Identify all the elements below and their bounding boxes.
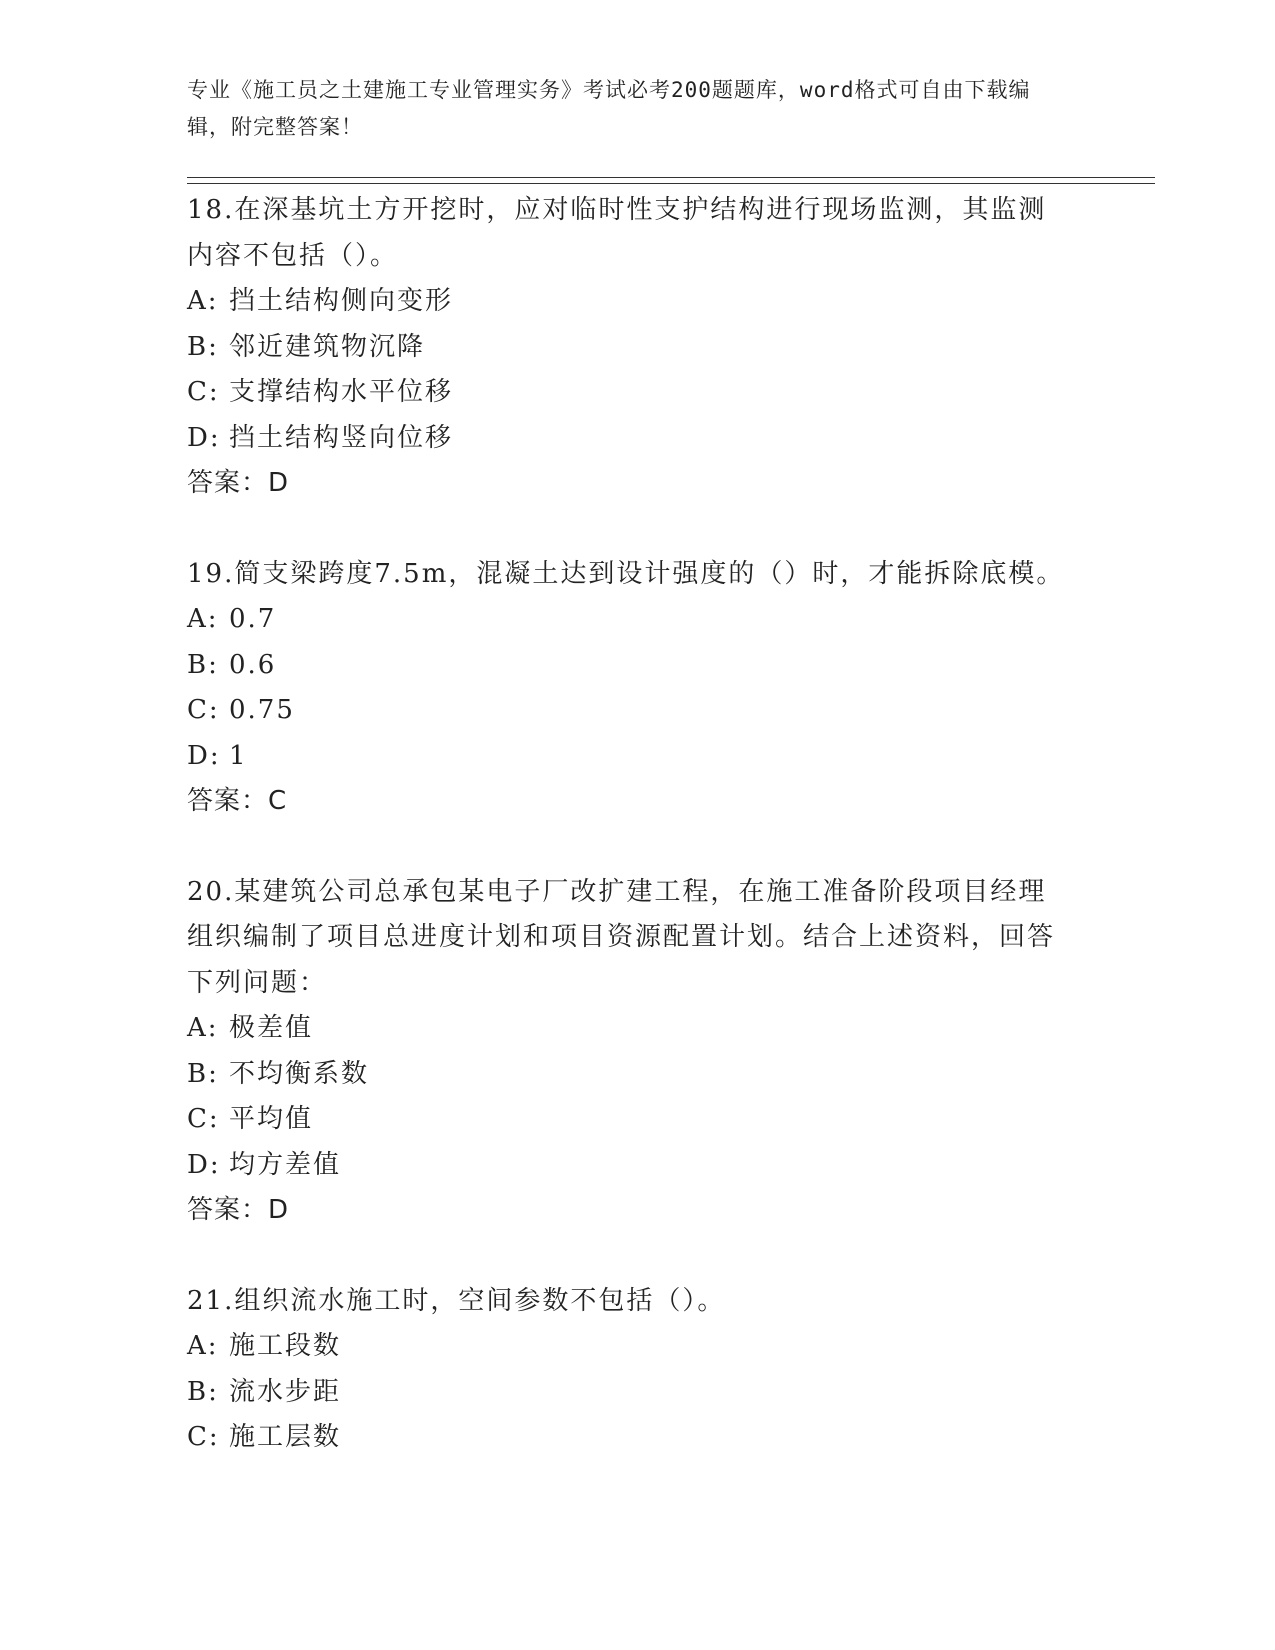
question-18 <box>187 188 1067 507</box>
option-b <box>187 643 1067 689</box>
option-text: 0.7 <box>229 604 277 634</box>
option-text: 0.75 <box>229 695 295 725</box>
option-text: 挡土结构侧向变形 <box>229 286 454 316</box>
option-label: B: <box>187 331 219 362</box>
option-a <box>187 279 1067 325</box>
option-b <box>187 325 1067 371</box>
option-d <box>187 1143 1067 1189</box>
option-text: 极差值 <box>229 1013 314 1043</box>
question-stem: 19.简支梁跨度7.5m，混凝土达到设计强度的（）时，才能拆除底模。 <box>187 558 1065 589</box>
option-b <box>187 1052 1067 1098</box>
option-label: A: <box>187 1013 219 1043</box>
option-a <box>187 1324 1067 1370</box>
option-text: 邻近建筑物沉降 <box>229 331 426 362</box>
question-stem: 21.组织流水施工时，空间参数不包括（）。 <box>187 1285 726 1316</box>
option-label: A: <box>187 286 219 316</box>
option-label: A: <box>187 604 219 634</box>
option-b <box>187 1370 1067 1416</box>
option-d <box>187 734 1067 780</box>
header-divider-bottom <box>187 183 1155 184</box>
option-text: 挡土结构竖向位移 <box>229 422 454 453</box>
option-text: 支撑结构水平位移 <box>229 377 454 407</box>
header-divider-top <box>187 177 1155 178</box>
question-21 <box>187 1279 1067 1461</box>
answer-line: 答案：C <box>187 786 288 816</box>
option-label: D: <box>187 1149 221 1180</box>
option-label: C: <box>187 377 220 407</box>
option-label: B: <box>187 1058 219 1089</box>
answer-line: 答案：D <box>187 1195 290 1225</box>
option-c <box>187 1097 1067 1143</box>
option-label: C: <box>187 1104 220 1134</box>
option-label: B: <box>187 1376 219 1407</box>
option-c <box>187 688 1067 734</box>
option-text: 流水步距 <box>229 1376 342 1407</box>
document-header: 专业《施工员之土建施工专业管理实务》考试必考200题题库，word格式可自由下载编辑，附完整答案！ <box>187 78 1031 139</box>
option-label: B: <box>187 649 219 680</box>
option-c <box>187 370 1067 416</box>
option-a <box>187 1006 1067 1052</box>
question-stem: 20.某建筑公司总承包某电子厂改扩建工程，在施工准备阶段项目经理组织编制了项目总进度计划和项目资源配置计划。结合上述资料，回答下列问题： <box>187 876 1056 998</box>
option-d <box>187 416 1067 462</box>
option-text: 不均衡系数 <box>229 1058 370 1089</box>
option-text: 0.6 <box>229 649 277 680</box>
question-stem: 18.在深基坑土方开挖时，应对临时性支护结构进行现场监测，其监测内容不包括（）。 <box>187 195 1047 271</box>
option-c <box>187 1415 1067 1461</box>
question-20 <box>187 870 1067 1234</box>
question-list <box>187 188 1067 1506</box>
answer-line: 答案：D <box>187 468 290 498</box>
option-text: 1 <box>229 740 248 771</box>
option-text: 施工段数 <box>229 1331 342 1361</box>
option-label: A: <box>187 1331 219 1361</box>
option-a <box>187 597 1067 643</box>
option-label: D: <box>187 422 221 453</box>
question-19 <box>187 552 1067 825</box>
option-text: 施工层数 <box>229 1422 342 1452</box>
option-text: 平均值 <box>229 1104 314 1134</box>
option-label: D: <box>187 740 221 771</box>
option-label: C: <box>187 1422 220 1452</box>
option-text: 均方差值 <box>229 1149 342 1180</box>
option-label: C: <box>187 695 220 725</box>
